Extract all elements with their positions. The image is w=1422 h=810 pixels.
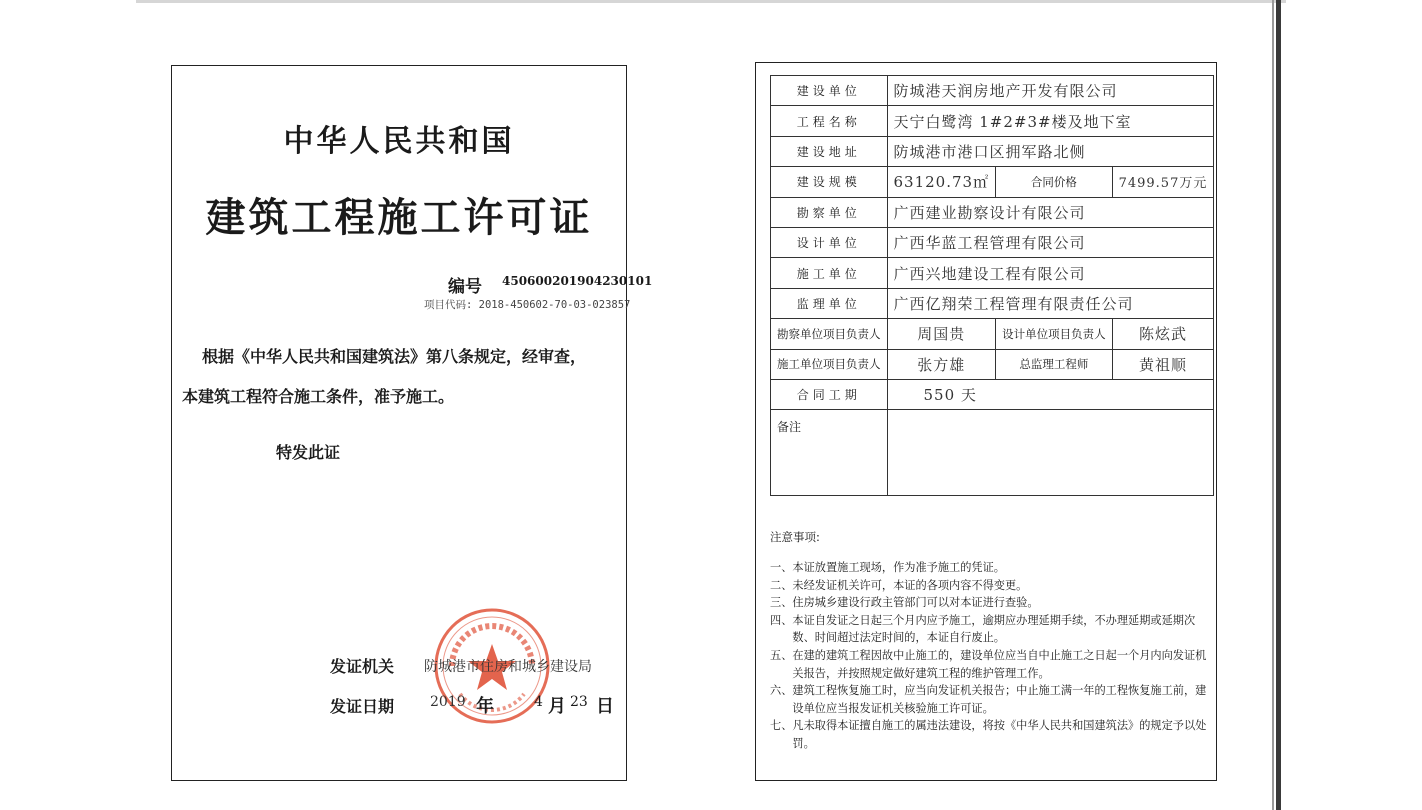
list-item (770, 594, 1210, 612)
survey-leader-value: 周国贵 (887, 319, 996, 349)
note-number: 七、 (770, 719, 793, 733)
design-unit-value: 广西华蓝工程管理有限公司 (887, 227, 1214, 257)
note-text: 本证放置施工现场，作为准予施工的凭证。 (792, 561, 1005, 574)
price-label: 合同价格 (996, 167, 1113, 197)
permit-cover-page (171, 65, 653, 781)
scale-label: 建设规模 (771, 167, 888, 197)
design-leader-label: 设计单位项目负责人 (996, 319, 1113, 349)
list-item (770, 559, 1210, 577)
scan-edge (1276, 0, 1281, 810)
design-leader-value: 陈炫武 (1112, 319, 1214, 349)
scan-shadow (136, 0, 1286, 3)
issuer-value: 防城港市住房和城乡建设局 (424, 659, 592, 675)
construction-leader-label: 施工单位项目负责人 (771, 349, 888, 379)
address-label: 建设地址 (771, 136, 888, 166)
design-unit-label: 设计单位 (771, 227, 888, 257)
table-row (771, 197, 1214, 227)
table-row (771, 258, 1214, 288)
contract-period-value: 550 天 (887, 379, 1214, 409)
special-issue-text: 特发此证 (276, 443, 341, 462)
table-row (771, 227, 1214, 257)
table-row (771, 106, 1214, 136)
price-value: 7499.57万元 (1112, 167, 1214, 197)
number-value: 450600201904230101 (502, 274, 653, 288)
table-row (771, 167, 1214, 197)
table-row (771, 76, 1214, 106)
supervision-unit-value: 广西亿翔荣工程管理有限责任公司 (887, 288, 1214, 318)
table-row (771, 379, 1214, 409)
note-text: 建筑工程恢复施工时，应当向发证机关报告；中止施工满一年的工程恢复施工前，建设单位应当报发证机关核验施工许可证。 (792, 684, 1207, 715)
contract-period-label: 合同工期 (771, 379, 888, 409)
issue-date-year: 2019 (430, 694, 466, 710)
note-number: 四、 (770, 613, 793, 627)
note-number: 六、 (770, 684, 793, 698)
address-value: 防城港市港口区拥军路北侧 (887, 136, 1214, 166)
note-number: 五、 (770, 648, 793, 662)
note-number: 二、 (770, 578, 793, 592)
table-row (771, 410, 1214, 496)
list-item (770, 577, 1210, 595)
table-row (771, 349, 1214, 379)
survey-unit-value: 广西建业勘察设计有限公司 (887, 197, 1214, 227)
permit-details-table (770, 75, 1214, 496)
project-name-value: 天宁白鹭湾 1#2#3#楼及地下室 (887, 106, 1214, 136)
remarks-value (887, 410, 1214, 496)
construction-unit-value: 广西兴地建设工程有限公司 (887, 258, 1214, 288)
remarks-label: 备注 (771, 410, 888, 496)
table-row (771, 288, 1214, 318)
country-name: 中华人民共和国 (283, 124, 515, 159)
note-text: 凡未取得本证擅自施工的属违法建设，将按《中华人民共和国建筑法》的规定予以处罚。 (792, 719, 1207, 750)
builder-value: 防城港天润房地产开发有限公司 (887, 76, 1214, 106)
issue-date-label: 发证日期 (330, 697, 395, 716)
note-number: 一、 (770, 561, 793, 574)
table-row (771, 136, 1214, 166)
year-char: 年 (476, 696, 494, 717)
body-line-1: 根据《中华人民共和国建筑法》第八条规定，经审查， (202, 347, 587, 366)
builder-label: 建设单位 (771, 76, 888, 106)
notes-list (770, 559, 1210, 753)
notes-title: 注意事项: (770, 530, 820, 544)
list-item (770, 682, 1210, 717)
note-text: 住房城乡建设行政主管部门可以对本证进行查验。 (792, 596, 1039, 610)
construction-leader-value: 张方雄 (887, 349, 996, 379)
supervision-unit-label: 监理单位 (771, 288, 888, 318)
issuer-label: 发证机关 (330, 657, 395, 676)
list-item (770, 647, 1210, 682)
project-code: 项目代码: 2018-450602-70-03-023857 (424, 299, 631, 311)
table-row (771, 319, 1214, 349)
number-label: 编号 (448, 277, 482, 297)
body-line-2: 本建筑工程符合施工条件，准予施工。 (182, 387, 455, 406)
note-number: 三、 (770, 596, 793, 610)
chief-supervisor-value: 黄祖顺 (1112, 349, 1214, 379)
list-item (770, 717, 1210, 752)
survey-leader-label: 勘察单位项目负责人 (771, 319, 888, 349)
day-char: 日 (596, 696, 614, 717)
survey-unit-label: 勘察单位 (771, 197, 888, 227)
chief-supervisor-label: 总监理工程师 (996, 349, 1113, 379)
permit-title: 建筑工程施工许可证 (205, 194, 593, 241)
note-text: 在建的建筑工程因故中止施工的，建设单位应当自中止施工之日起一个月内向发证机关报告，并按照规定做好建筑工程的维护管理工作。 (792, 648, 1207, 680)
note-text: 本证自发证之日起三个月内应予施工，逾期应办理延期手续，不办理延期或延期次数、时间超过法定时间的，本证自行废止。 (792, 613, 1196, 645)
issue-date-day: 23 (570, 694, 588, 710)
project-name-label: 工程名称 (771, 106, 888, 136)
month-char: 月 (548, 696, 566, 717)
construction-unit-label: 施工单位 (771, 258, 888, 288)
issue-date-month: 4 (534, 694, 543, 710)
note-text: 未经发证机关许可，本证的各项内容不得变更。 (792, 578, 1028, 592)
scale-value: 63120.73㎡ (887, 167, 996, 197)
scan-edge (1272, 0, 1274, 810)
list-item (770, 612, 1210, 647)
permit-detail-page (755, 62, 1217, 781)
